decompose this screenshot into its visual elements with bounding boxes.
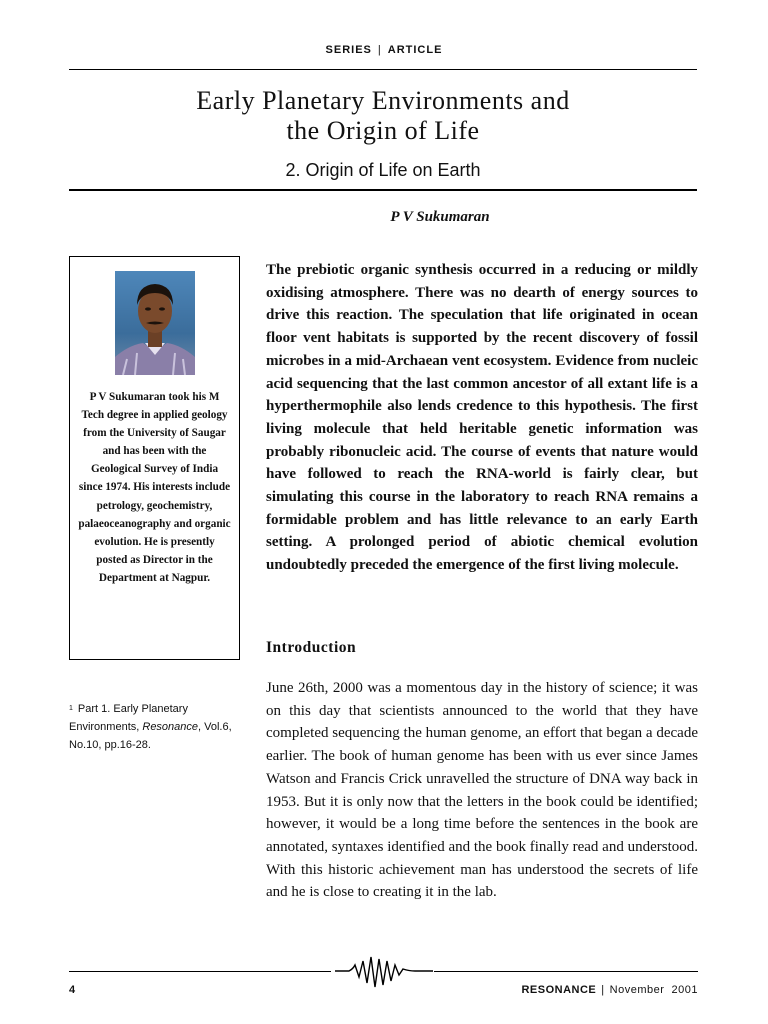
footnote bbox=[69, 700, 245, 754]
article-subtitle: 2. Origin of Life on Earth bbox=[285, 160, 481, 180]
page-number: 4 bbox=[69, 984, 76, 996]
title-rule bbox=[69, 189, 697, 191]
footer-separator: | bbox=[601, 984, 605, 996]
footnote-journal: Resonance bbox=[142, 721, 199, 733]
author-bio-text: P V Sukumaran took his M Tech degree in applied geology from the University of Saugar and has been with the Geological Survey of India since 1974. His interests include petrology, geochemistry, palaeoceanography and organic evolution. He is presently posted as Director in the Department at Nagpur. bbox=[78, 391, 231, 584]
issue-year: 2001 bbox=[671, 984, 698, 996]
body-paragraph: June 26th, 2000 was a momentous day in the history of science; it was on this day that scientists announced to the world that they have completed sequencing the human genome, an effort that began a decade earlier. The book of human genome has been with us ever since James Watson and Francis Crick unravelled the structure of DNA way back in 1953. But it is only now that the letters in the book could be identified; however, it would be a long time before the sentences in the book are annotated, syntaxes identified and the book finally read and understood. With this historic achievement man has understood the secrets of life and he is close to creating it in the lab. bbox=[266, 680, 698, 901]
issue-month: November bbox=[609, 984, 665, 996]
footnote-mark: 1 bbox=[69, 705, 73, 712]
title-line-2: the Origin of Life bbox=[286, 116, 480, 145]
footnote-text-after: , Vol.6, No.10, pp.16-28. bbox=[69, 721, 232, 751]
article-title bbox=[69, 86, 697, 146]
title-line-1: Early Planetary Environments and bbox=[196, 86, 570, 115]
footer-rule-left bbox=[69, 971, 331, 972]
author-photo bbox=[115, 271, 195, 375]
author-name: P V Sukumaran bbox=[390, 209, 490, 225]
section-heading: Introduction bbox=[266, 639, 357, 656]
footnote-text-before: Part 1. Early Planetary Environments, bbox=[69, 703, 188, 733]
series-label: SERIES bbox=[325, 44, 372, 56]
waveform-icon bbox=[335, 955, 433, 991]
article-label: ARTICLE bbox=[387, 44, 443, 56]
header-separator: | bbox=[377, 44, 382, 56]
abstract: The prebiotic organic synthesis occurred in a reducing or mildly oxidising atmosphere. There was no dearth of energy sources to drive this reaction. The speculation that life originated in ocean floor vent habitats is supported by the recent discovery of fossil microbes in a mid-Archaean vent ecosystem. Evidence from nucleic acid sequencing that the last common ancestor of all extant life is a hyperthermophile also lends credence to this hypothesis. The first living molecule that held heritable genetic information was probably ribonucleic acid. The course of events that nature would have followed to reach the RNA-world is fairly clear, but simulating this course in the laboratory to reach RNA remains a formidable problem and has little relevance to an early Earth setting. A prolonged period of abiotic chemical evolution undoubtedly preceded the emergence of the first living molecule. bbox=[266, 262, 698, 574]
footer-left bbox=[69, 984, 331, 996]
footer-rule-right bbox=[434, 971, 698, 972]
top-rule bbox=[69, 69, 697, 70]
journal-footer bbox=[521, 984, 698, 996]
author-bio-box bbox=[69, 256, 240, 660]
footer-right bbox=[434, 984, 698, 996]
journal-name: RESONANCE bbox=[521, 984, 597, 996]
series-header bbox=[0, 44, 768, 56]
